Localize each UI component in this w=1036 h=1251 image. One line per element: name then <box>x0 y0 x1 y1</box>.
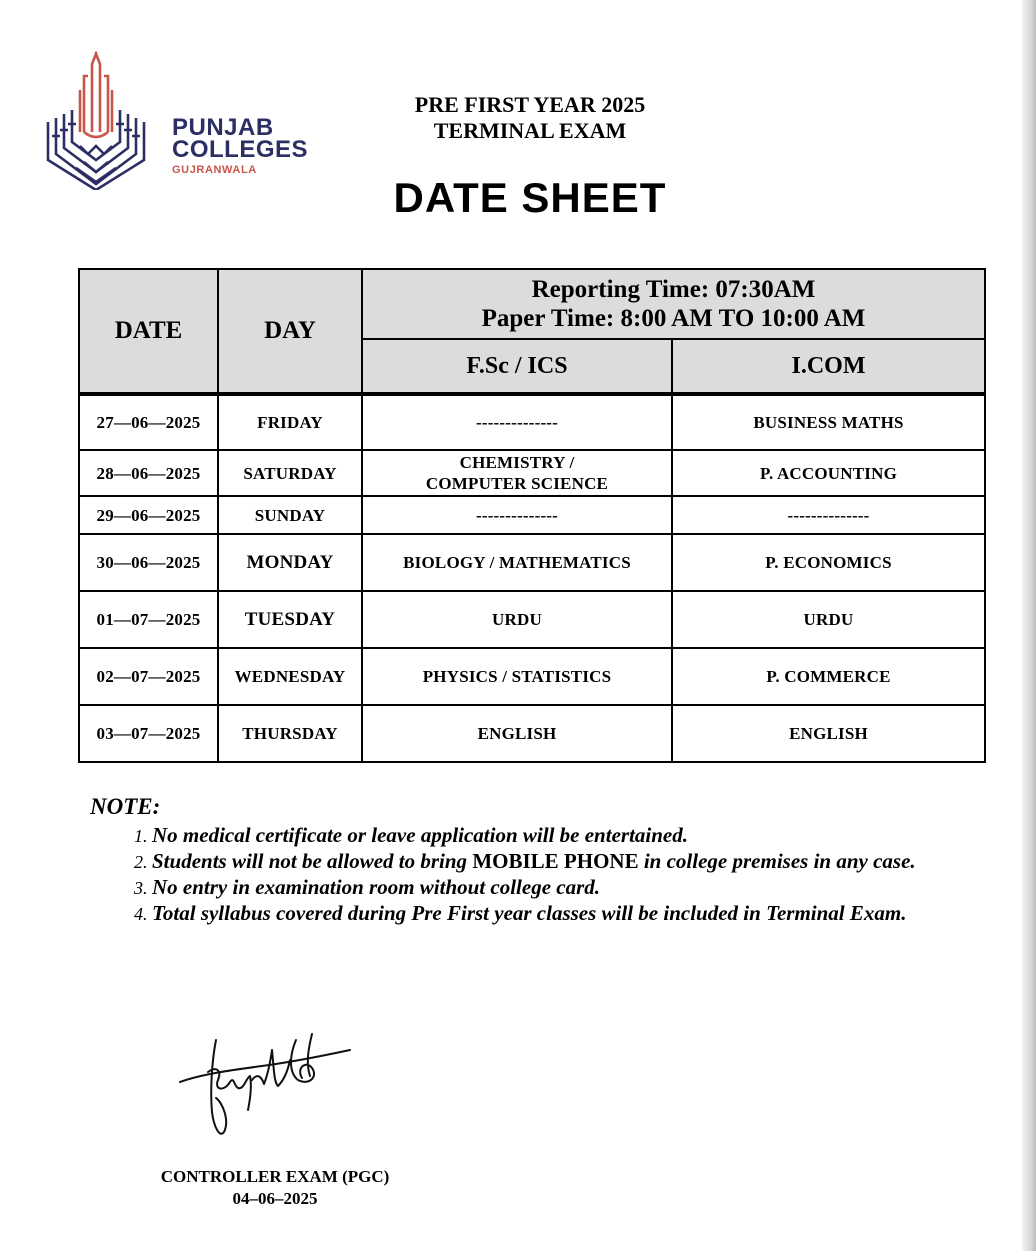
brand-name-line1: PUNJAB <box>172 114 274 141</box>
row-date: 30—06—2025 <box>79 534 218 591</box>
table-row <box>79 534 985 591</box>
timing-header <box>362 269 985 339</box>
column-header-day: DAY <box>218 269 362 393</box>
controller-signature <box>172 1020 362 1150</box>
notes-list <box>90 822 1010 926</box>
note-item-text: Students will not be allowed to bring <box>152 849 473 873</box>
note-title: NOTE: <box>90 794 161 819</box>
notes-section <box>90 794 1010 926</box>
note-item: 4. Total syllabus covered during Pre First year classes will be included in Terminal Exam. <box>152 900 1010 926</box>
row-date: 02—07—2025 <box>79 648 218 705</box>
note-item: 1. No medical certificate or leave application will be entertained. <box>152 822 1010 848</box>
row-fsc-subject-line2: COMPUTER SCIENCE <box>425 474 609 493</box>
table-header-row <box>79 269 985 339</box>
note-item-emphasis: MOBILE PHONE <box>472 849 639 873</box>
row-day: SATURDAY <box>218 450 362 496</box>
paper-time: Paper Time: 8:00 AM TO 10:00 AM <box>481 305 866 332</box>
table-row <box>79 705 985 762</box>
row-date: 29—06—2025 <box>79 496 218 534</box>
row-icom-subject: P. ECONOMICS <box>672 534 985 591</box>
row-date: 03—07—2025 <box>79 705 218 762</box>
row-icom-subject: -------------- <box>672 496 985 534</box>
row-icom-subject: P. ACCOUNTING <box>672 450 985 496</box>
punjab-colleges-logo <box>44 50 314 190</box>
row-fsc-subject: -------------- <box>362 496 672 534</box>
signoff-date: 04–06–2025 <box>232 1189 318 1208</box>
row-day: MONDAY <box>218 534 362 591</box>
brand-name-line2: COLLEGES <box>172 136 309 163</box>
signer-title: CONTROLLER EXAM (PGC) <box>160 1167 390 1186</box>
logo-emblem-icon <box>44 50 164 190</box>
page-title: DATE SHEET <box>393 174 667 221</box>
row-icom-subject: URDU <box>672 591 985 648</box>
page-edge-shadow <box>1022 0 1036 1251</box>
row-fsc-subject: BIOLOGY / MATHEMATICS <box>362 534 672 591</box>
row-fsc-subject: ENGLISH <box>362 705 672 762</box>
row-fsc-subject-line1: CHEMISTRY / <box>459 453 575 472</box>
brand-city: GUJRANWALA <box>172 164 257 176</box>
column-header-icom: I.COM <box>672 339 985 393</box>
row-fsc-subject: PHYSICS / STATISTICS <box>362 648 672 705</box>
row-icom-subject: ENGLISH <box>672 705 985 762</box>
table-row <box>79 395 985 450</box>
exam-heading-line2: TERMINAL EXAM <box>433 118 627 143</box>
exam-heading <box>380 92 680 144</box>
table-row <box>79 450 985 496</box>
table-row <box>79 496 985 534</box>
row-icom-subject: P. COMMERCE <box>672 648 985 705</box>
row-date: 27—06—2025 <box>79 395 218 450</box>
row-icom-subject: BUSINESS MATHS <box>672 395 985 450</box>
row-date: 28—06—2025 <box>79 450 218 496</box>
row-fsc-subject <box>362 450 672 496</box>
row-day: SUNDAY <box>218 496 362 534</box>
note-item: 3. No entry in examination room without college card. <box>152 874 1010 900</box>
reporting-time: Reporting Time: 07:30AM <box>531 276 816 303</box>
row-day: THURSDAY <box>218 705 362 762</box>
note-item <box>152 848 1010 874</box>
controller-signoff <box>120 1166 430 1210</box>
column-header-fsc: F.Sc / ICS <box>362 339 672 393</box>
note-item-text: in college premises in any case. <box>638 849 916 873</box>
table-row <box>79 648 985 705</box>
exam-heading-line1: PRE FIRST YEAR 2025 <box>414 92 646 117</box>
row-fsc-subject: URDU <box>362 591 672 648</box>
column-header-date: DATE <box>79 269 218 393</box>
row-fsc-subject: -------------- <box>362 395 672 450</box>
date-sheet-table <box>78 268 986 763</box>
table-row <box>79 591 985 648</box>
row-day: FRIDAY <box>218 395 362 450</box>
row-date: 01—07—2025 <box>79 591 218 648</box>
row-day: TUESDAY <box>218 591 362 648</box>
row-day: WEDNESDAY <box>218 648 362 705</box>
